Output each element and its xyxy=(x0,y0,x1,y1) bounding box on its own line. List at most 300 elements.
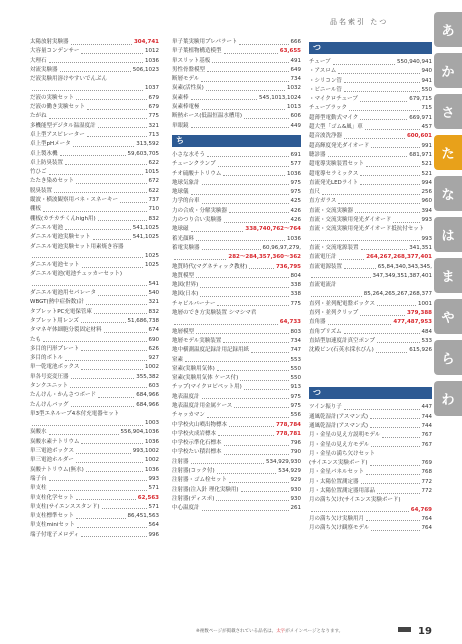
leader-dots xyxy=(370,413,420,420)
entry-name: 月・金星の見え方説明モデル xyxy=(309,432,381,439)
index-entry xyxy=(309,114,432,123)
entry-name: 月・太陽位置測定器用部品 xyxy=(309,488,376,495)
entry-name: 単支柱 xyxy=(30,485,47,492)
entry-pages: 541,1025 xyxy=(132,224,159,231)
leader-dots xyxy=(202,244,261,251)
entry-name: 地球磁 xyxy=(172,226,189,233)
entry-pages: 715 xyxy=(421,105,432,112)
index-entry xyxy=(172,300,301,309)
entry-pages: 960 xyxy=(421,198,432,205)
index-entry xyxy=(309,318,432,327)
index-entry xyxy=(30,447,159,456)
entry-pages: 679 xyxy=(148,104,159,111)
entry-name: 脱臭装置 xyxy=(30,187,53,194)
tab-index[interactable]: わ xyxy=(434,381,462,416)
index-entry xyxy=(309,506,432,515)
index-entry xyxy=(30,289,159,298)
entry-name: 炭酸水素ナトリウム xyxy=(30,438,80,445)
entry-name: 対流実験器 xyxy=(30,66,58,73)
index-column-1 xyxy=(30,38,159,540)
entry-name: 多機能型デジタル温湿度計 xyxy=(30,122,96,129)
entry-pages: 457 xyxy=(421,124,432,131)
entry-name: 断熱ホース(低温恒温水槽用) xyxy=(172,113,243,120)
index-entry xyxy=(30,308,159,317)
leader-dots xyxy=(32,84,143,91)
leader-dots xyxy=(229,207,288,214)
index-entry xyxy=(309,450,432,459)
entry-name: チップ(マイクロピペット用) xyxy=(172,384,242,391)
index-entry xyxy=(30,382,159,391)
tab-index[interactable]: な xyxy=(434,176,462,211)
index-column-3 xyxy=(309,38,432,534)
entry-name: ダニエル電池用セパレータ xyxy=(30,290,97,297)
index-entry xyxy=(30,38,159,47)
entry-pages: 1032 xyxy=(287,85,301,92)
leader-dots xyxy=(76,177,146,184)
entry-name: 中学校火成岩標本 xyxy=(172,430,217,437)
entry-pages: 1036 xyxy=(287,235,301,242)
index-entry xyxy=(30,391,159,400)
leader-dots xyxy=(71,401,135,408)
leader-dots xyxy=(76,447,131,454)
entry-name: 月・金星の見え方モデル xyxy=(309,441,370,448)
entry-name: 力学的台車 xyxy=(172,198,200,205)
tab-index[interactable]: あ xyxy=(434,12,462,47)
entry-pages: 264,267,268,377,401 xyxy=(366,254,432,261)
index-entry xyxy=(172,356,301,365)
entry-name: 中学校示準化石標本 xyxy=(172,440,222,447)
leader-dots xyxy=(229,421,274,428)
entry-name: 注射器・ゴム栓セット xyxy=(172,477,228,484)
entry-pages: 506,1023 xyxy=(132,66,159,73)
leader-dots xyxy=(200,290,288,297)
leader-dots xyxy=(76,94,146,101)
entry-pages: 679 xyxy=(148,94,159,101)
entry-name: 直流・交流実験用発光ダイオード xyxy=(309,217,392,224)
page-header: 品名索引 たつ xyxy=(330,18,389,26)
index-entry xyxy=(309,104,432,113)
entry-pages: 1015 xyxy=(145,169,159,176)
entry-name: 聴診器 xyxy=(309,151,326,158)
tab-index[interactable]: か xyxy=(434,53,462,88)
entry-name: ・アスロム xyxy=(309,68,337,75)
entry-name: だ液の働き実験セット xyxy=(30,104,86,111)
entry-pages: 1025 xyxy=(145,262,159,269)
index-entry xyxy=(309,67,432,76)
entry-pages: 975 xyxy=(290,179,301,186)
entry-pages: 713 xyxy=(148,131,159,138)
index-entry xyxy=(309,207,432,216)
entry-pages: 1013 xyxy=(287,104,301,111)
entry-name: 中心温度計 xyxy=(172,505,200,512)
entry-name: ツイン振り子 xyxy=(309,404,342,411)
leader-dots xyxy=(49,475,147,482)
entry-pages: 927 xyxy=(148,355,159,362)
index-entry xyxy=(309,478,432,487)
index-entry xyxy=(30,484,159,493)
entry-name: 地質模型 xyxy=(172,272,195,279)
entry-pages: 553 xyxy=(290,356,301,363)
leader-dots xyxy=(71,38,132,45)
leader-dots xyxy=(43,336,146,343)
entry-pages: 1036 xyxy=(145,438,159,445)
index-entry xyxy=(309,142,432,151)
entry-name: 直流・交流実験用発光ダイオード抵抗付セット xyxy=(309,226,425,233)
entry-pages: 533 xyxy=(421,337,432,344)
leader-dots xyxy=(81,363,143,370)
leader-dots xyxy=(217,300,288,307)
entry-name: 単眼鏡 xyxy=(172,122,189,129)
entry-name: チオ硫酸ナトリウム xyxy=(172,170,222,177)
leader-dots xyxy=(370,459,420,466)
entry-pages: 796 xyxy=(290,440,301,447)
entry-name: 多目的円形プレート xyxy=(30,345,80,352)
entry-pages: 313,592 xyxy=(136,141,159,148)
entry-name: 月・金星パネルセット xyxy=(309,469,365,476)
index-entry xyxy=(172,504,301,513)
index-entry xyxy=(30,475,159,484)
index-entry xyxy=(309,160,432,169)
leader-dots xyxy=(349,104,420,111)
entry-pages: 772 xyxy=(421,478,432,485)
entry-pages: 993 xyxy=(148,475,159,482)
index-entry xyxy=(172,94,301,103)
leader-dots xyxy=(32,280,147,287)
leader-dots xyxy=(174,318,278,325)
tab-index[interactable]: は xyxy=(434,217,462,252)
entry-pages: 282〜284,357,360〜362 xyxy=(228,254,301,261)
entry-name: 小さな水そう xyxy=(172,151,206,158)
index-entry xyxy=(172,393,301,402)
entry-pages: 775 xyxy=(148,113,159,120)
index-entry xyxy=(172,160,301,169)
index-entry xyxy=(309,413,432,422)
entry-pages: 930 xyxy=(290,486,301,493)
entry-name: 竹ひご xyxy=(30,169,47,176)
entry-name: 注射器(ディスポ) xyxy=(172,495,215,502)
entry-name: 単3型エネループ4本付充電器セット xyxy=(30,410,120,417)
index-entry xyxy=(30,438,159,447)
index-entry xyxy=(309,309,432,318)
entry-pages: 747 xyxy=(290,347,301,354)
index-entry xyxy=(172,38,301,47)
entry-pages: 991 xyxy=(421,142,432,149)
entry-pages: 790 xyxy=(290,449,301,456)
index-entry xyxy=(172,272,301,281)
index-entry xyxy=(309,337,432,346)
index-entry xyxy=(309,253,432,262)
entry-name: 蓄光顔料 xyxy=(172,235,195,242)
entry-pages: 1002 xyxy=(145,457,159,464)
index-entry xyxy=(172,495,301,504)
entry-name: 直列・並列クリップ xyxy=(309,310,359,317)
index-column-2 xyxy=(172,38,301,514)
entry-name: 単支柱標準セット xyxy=(30,513,75,520)
index-entry xyxy=(30,354,159,363)
entry-pages: 521 xyxy=(421,161,432,168)
leader-dots xyxy=(229,476,288,483)
tab-index[interactable]: ら xyxy=(434,340,462,375)
entry-pages: 1003 xyxy=(145,420,159,427)
index-entry xyxy=(172,57,301,66)
entry-name: 超高輝度発光ダイオード xyxy=(309,142,370,149)
entry-pages: 355,382 xyxy=(136,373,159,380)
entry-pages: 86,451,563 xyxy=(127,513,159,520)
entry-name: 窒素(実験用気体) xyxy=(172,365,215,372)
index-entry xyxy=(172,253,301,262)
leader-dots xyxy=(371,441,419,448)
leader-dots xyxy=(251,346,288,353)
entry-name: 直方ガラス xyxy=(309,198,337,205)
index-entry xyxy=(30,531,159,540)
leader-dots xyxy=(49,112,147,119)
entry-pages: 930 xyxy=(290,495,301,502)
entry-name: たたき染めセット xyxy=(30,178,75,185)
leader-dots xyxy=(65,159,146,166)
entry-name: チューブラック xyxy=(309,105,347,112)
index-entry xyxy=(309,459,432,468)
leader-dots xyxy=(371,142,419,149)
index-entry xyxy=(172,430,301,439)
entry-pages: 62,563 xyxy=(137,494,159,501)
entry-pages: 684,966 xyxy=(136,392,159,399)
entry-pages: 669,971 xyxy=(409,114,432,121)
leader-dots xyxy=(200,281,288,288)
index-entry xyxy=(30,280,159,289)
index-entry xyxy=(172,197,301,206)
entry-name: チューブ xyxy=(309,59,331,65)
entry-pages: 394 xyxy=(421,207,432,214)
entry-pages: 338 xyxy=(290,291,301,298)
entry-pages: 541 xyxy=(148,280,159,287)
leader-dots xyxy=(218,430,274,437)
entry-pages: 691 xyxy=(290,151,301,158)
index-entry xyxy=(30,419,159,428)
entry-pages: 556,904,1036 xyxy=(120,429,159,436)
leader-dots xyxy=(360,309,405,316)
entry-name: 地層模型 xyxy=(172,328,195,335)
leader-dots xyxy=(202,179,289,186)
entry-name: ダニエル電池 xyxy=(30,224,64,231)
leader-dots xyxy=(81,438,143,445)
leader-dots xyxy=(81,531,146,538)
entry-name: ・ビニール管 xyxy=(309,86,342,93)
page-number: 19 xyxy=(418,626,432,637)
entry-name: 炭酸ナトリウム(無水) xyxy=(30,466,84,473)
leader-dots xyxy=(60,150,126,157)
tab-index[interactable]: ま xyxy=(434,258,462,293)
leader-dots xyxy=(81,317,126,324)
index-entry xyxy=(30,345,159,354)
entry-name: 月の満ち欠け実験用月 xyxy=(309,515,365,522)
index-entry xyxy=(172,207,301,216)
index-entry xyxy=(172,103,301,112)
entry-pages: 710 xyxy=(148,206,159,213)
entry-pages: 534,929 xyxy=(278,468,301,475)
entry-pages: 1002 xyxy=(145,364,159,371)
index-entry xyxy=(172,309,301,318)
leader-dots xyxy=(196,272,288,279)
leader-dots xyxy=(191,458,264,465)
leader-dots xyxy=(86,466,143,473)
index-entry xyxy=(172,244,301,253)
tab-index[interactable]: た xyxy=(434,135,462,170)
entry-name: 大容量コンデンサー xyxy=(30,48,80,55)
entry-pages: 521 xyxy=(421,170,432,177)
leader-dots xyxy=(361,244,408,251)
leader-dots xyxy=(393,216,419,223)
entry-name: 地中横測温度記録計用記録用紙 xyxy=(172,347,250,354)
entry-name: 端子付電子メロディ xyxy=(30,531,80,538)
leader-dots xyxy=(32,419,143,426)
entry-name: 単三電池ホルダー xyxy=(30,457,74,464)
leader-dots xyxy=(201,75,288,82)
index-entry xyxy=(30,224,159,233)
entry-name: 男性骨盤模型 xyxy=(172,66,206,73)
entry-name: 窒素(実験用気体 ケース付) xyxy=(172,375,239,382)
entry-name: 断層モデル xyxy=(172,76,200,83)
leader-dots xyxy=(223,337,288,344)
entry-name: 直流・交流電源装置 xyxy=(309,244,359,251)
entry-pages: 615,926 xyxy=(409,347,432,354)
entry-name: 中学校火山噴出物標本 xyxy=(172,421,228,428)
entry-pages: 975 xyxy=(290,189,301,196)
leader-dots xyxy=(212,57,288,64)
spacer xyxy=(309,365,432,374)
index-entry xyxy=(30,503,159,512)
leader-dots xyxy=(98,391,134,398)
leader-dots xyxy=(217,467,277,474)
leader-dots xyxy=(98,289,146,296)
leader-dots xyxy=(376,346,407,353)
index-entry xyxy=(309,524,432,533)
entry-name: チャッカマン xyxy=(172,412,205,419)
entry-name: 注射器(注入針 理化実験用) xyxy=(172,486,239,493)
leader-dots xyxy=(322,188,419,195)
index-entry xyxy=(30,466,159,475)
leader-dots xyxy=(65,354,146,361)
index-entry xyxy=(30,512,159,521)
entry-pages: 940 xyxy=(421,68,432,75)
entry-pages: 674 xyxy=(148,327,159,334)
entry-name: 注射器 xyxy=(172,458,189,465)
entry-pages: 379,388 xyxy=(406,310,432,317)
entry-name: タマネギ体細胞分裂固定材料 xyxy=(30,327,102,334)
leader-dots xyxy=(344,77,420,84)
index-entry xyxy=(30,84,159,93)
leader-dots xyxy=(311,290,362,297)
index-entry xyxy=(172,421,301,430)
leader-dots xyxy=(333,58,395,65)
footer-text-2: がメインページとなります。 xyxy=(285,629,344,634)
index-entry xyxy=(30,494,159,503)
entry-pages: 1025 xyxy=(145,252,159,259)
entry-name: 地図(世界) xyxy=(172,282,199,289)
leader-dots xyxy=(311,235,420,242)
leader-dots xyxy=(224,216,289,223)
entry-pages: 426 xyxy=(290,217,301,224)
index-entry xyxy=(30,326,159,335)
index-entry xyxy=(309,431,432,440)
leader-dots xyxy=(377,300,416,307)
entry-pages: 60,96,97,279, xyxy=(262,244,301,251)
index-entry xyxy=(309,235,432,244)
tab-index[interactable]: や xyxy=(434,299,462,334)
leader-dots xyxy=(360,170,419,177)
entry-name: 窒素 xyxy=(172,356,184,363)
leader-dots xyxy=(360,179,419,186)
entry-name: 卓上型アスピレーター xyxy=(30,131,85,138)
index-entry xyxy=(309,403,432,412)
index-entry xyxy=(30,270,159,279)
index-entry xyxy=(30,94,159,103)
index-entry xyxy=(172,439,301,448)
entry-pages: 832 xyxy=(148,215,159,222)
entry-name: 大理石 xyxy=(30,57,47,64)
entry-pages: 477,487,953 xyxy=(393,319,432,326)
leader-dots xyxy=(202,197,289,204)
entry-name: 卓上防臭装置 xyxy=(30,159,64,166)
index-entry xyxy=(172,411,301,420)
leader-dots xyxy=(98,215,147,222)
leader-dots xyxy=(240,374,288,381)
entry-name: 直結型加速度計真空ポンプ xyxy=(309,337,376,344)
leader-dots xyxy=(241,486,289,493)
leader-dots xyxy=(217,365,289,372)
entry-pages: 541,1025 xyxy=(132,234,159,241)
leader-dots xyxy=(32,252,143,259)
entry-pages: 545,1013,1024 xyxy=(259,94,301,101)
index-entry xyxy=(30,122,159,131)
entry-name: 直流・交流実験器 xyxy=(309,207,354,214)
index-entry xyxy=(309,170,432,179)
index-entry xyxy=(172,346,301,355)
index-entry xyxy=(30,187,159,196)
entry-pages: 778,784 xyxy=(275,421,301,428)
entry-pages: 347,349,351,387,401 xyxy=(372,272,432,279)
entry-pages: 59,603,705 xyxy=(127,150,159,157)
entry-name: たんけんバッグ xyxy=(30,401,69,408)
leader-dots xyxy=(174,253,226,260)
leader-dots xyxy=(207,66,288,73)
leader-dots xyxy=(249,263,274,270)
leader-dots xyxy=(202,504,289,511)
entry-pages: 51,686,738 xyxy=(127,317,159,324)
entry-name: 地質時代(マグネティック教材) xyxy=(172,263,248,270)
entry-name: 地図(日本) xyxy=(172,291,199,298)
index-entry xyxy=(309,77,432,86)
leader-dots xyxy=(207,151,288,158)
entry-name: 直尺 xyxy=(309,189,321,196)
leader-dots xyxy=(82,261,143,268)
entry-name: 単各号変変圧器 xyxy=(30,373,69,380)
leader-dots xyxy=(223,170,285,177)
entry-name: 超電導セラミックス xyxy=(309,170,359,177)
leader-dots xyxy=(366,515,419,522)
section-heading: つ xyxy=(309,387,432,399)
index-entry xyxy=(172,263,301,272)
entry-name: 単支柱(サイエンススタンド) xyxy=(30,503,100,510)
entry-name: 単一乾電池ボックス xyxy=(30,364,80,371)
entry-pages: 775 xyxy=(290,300,301,307)
entry-pages: 929 xyxy=(290,477,301,484)
tab-index[interactable]: さ xyxy=(434,94,462,129)
index-entry xyxy=(309,244,432,253)
entry-pages: 913 xyxy=(290,384,301,391)
leader-dots xyxy=(344,132,405,139)
entry-name: 直角プリズム xyxy=(309,328,342,335)
index-entry xyxy=(172,448,301,457)
